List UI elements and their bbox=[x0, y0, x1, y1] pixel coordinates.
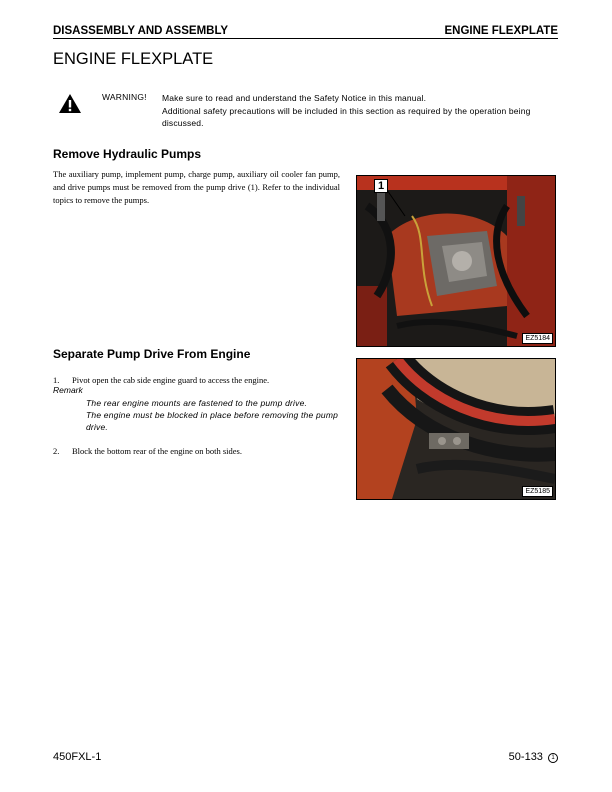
step-2-text: Block the bottom rear of the engine on both sides. bbox=[72, 446, 242, 456]
pump-drive-photo-image bbox=[357, 176, 555, 346]
warning-icon bbox=[58, 93, 82, 114]
footer-page: 50-133 bbox=[508, 751, 543, 763]
step-1-text: Pivot open the cab side engine guard to access the engine. bbox=[72, 375, 270, 385]
header-section-label: DISASSEMBLY AND ASSEMBLY bbox=[53, 25, 229, 37]
footer-page-number bbox=[509, 751, 558, 763]
page-title: ENGINE FLEXPLATE bbox=[53, 50, 214, 68]
header-topic-label: ENGINE FLEXPLATE bbox=[444, 25, 558, 37]
step-1-number: 1. bbox=[53, 375, 60, 385]
step-2 bbox=[53, 445, 343, 458]
step-2-number: 2. bbox=[53, 446, 60, 456]
warning-label: WARNING! bbox=[102, 92, 147, 102]
revision-badge: 1 bbox=[548, 753, 558, 763]
remark-label: Remark bbox=[53, 385, 83, 395]
figure-code-1: EZ5184 bbox=[522, 333, 553, 344]
header-rule bbox=[53, 38, 558, 39]
footer-model: 450FXL-1 bbox=[53, 751, 102, 763]
section-heading-remove-pumps: Remove Hydraulic Pumps bbox=[53, 147, 202, 161]
remark-text bbox=[86, 397, 346, 433]
step-1 bbox=[53, 374, 343, 387]
engine-mount-photo bbox=[356, 358, 556, 500]
engine-mount-photo-image bbox=[357, 359, 555, 499]
remark-line-1: The rear engine mounts are fastened to the pump drive. bbox=[86, 398, 308, 408]
remark-line-2: The engine must be blocked in place before removing the pump drive. bbox=[86, 410, 339, 432]
section-body-remove-pumps: The auxiliary pump, implement pump, charge pump, auxiliary oil cooler fan pump, and drive pumps must be removed from the pump drive (1). Refer to the individual topics to remove the pumps. bbox=[53, 169, 340, 205]
warning-line-2: Additional safety precautions will be included in this section as required by the operation being discussed. bbox=[162, 105, 531, 128]
callout-pump-drive: 1 bbox=[374, 179, 388, 193]
warning-line-1: Make sure to read and understand the Safety Notice in this manual. bbox=[162, 93, 427, 103]
warning-text bbox=[162, 92, 557, 130]
figure-code-2: EZ5185 bbox=[522, 486, 553, 497]
section-heading-separate-pump-drive: Separate Pump Drive From Engine bbox=[53, 347, 251, 361]
pump-drive-photo bbox=[356, 175, 556, 347]
